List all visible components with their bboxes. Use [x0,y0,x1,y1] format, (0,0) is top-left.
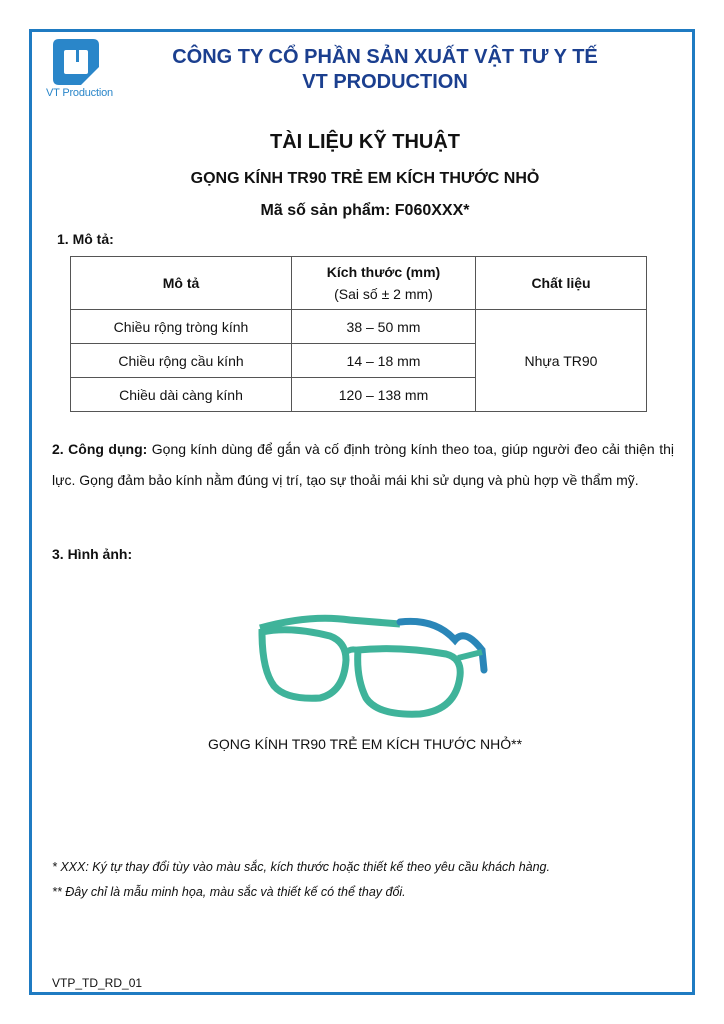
cell-size: 120 – 138 mm [292,378,476,412]
cell-description: Chiều dài càng kính [71,378,292,412]
cell-size: 14 – 18 mm [292,344,476,378]
spec-table [70,256,647,412]
header-material: Chất liệu [476,257,647,310]
section-description-heading: 1. Mô tả: [57,231,114,247]
cell-description: Chiều rộng tròng kính [71,310,292,344]
table-header-row [71,257,647,310]
company-name-line2: VT PRODUCTION [302,71,468,93]
image-caption: GỌNG KÍNH TR90 TRẺ EM KÍCH THƯỚC NHỎ** [207,736,523,752]
section-usage-heading: 2. Công dụng: [52,441,148,457]
glasses-product-image [250,600,490,720]
document-title: TÀI LIỆU KỸ THUẬT [270,131,460,153]
cell-description: Chiều rộng cầu kính [71,344,292,378]
product-code: Mã số sản phẩm: F060XXX* [260,202,470,219]
footnotes [52,855,550,905]
header-size-tolerance: (Sai số ± 2 mm) [334,286,433,302]
section-usage [52,434,674,496]
document-id: VTP_TD_RD_01 [52,976,143,990]
footnote-1: * XXX: Ký tự thay đổi tùy vào màu sắc, kích thước hoặc thiết kế theo yêu cầu khách hàng. [52,860,550,874]
company-name-line1: CÔNG TY CỔ PHẦN SẢN XUẤT VẬT TƯ Y TẾ [172,46,598,68]
product-name: GỌNG KÍNH TR90 TRẺ EM KÍCH THƯỚC NHỎ [190,170,540,187]
section-usage-text: Gọng kính dùng để gắn và cố định tròng kính theo toa, giúp người đeo cải thiện thị lực. Gọng đảm bảo kính nằm đúng vị trí, tạo sự thoải mái khi sử dụng và phù hợp về thẩm mỹ. [52,441,674,488]
header-size [292,257,476,310]
table-row [71,310,647,344]
company-logo-icon [51,37,101,87]
cell-size: 38 – 50 mm [292,310,476,344]
logo-text: VT Production [46,87,113,99]
footnote-2: ** Đây chỉ là mẫu minh họa, màu sắc và thiết kế có thể thay đổi. [52,885,406,899]
header-size-label: Kích thước (mm) [326,264,441,280]
section-image-heading: 3. Hình ảnh: [52,546,133,562]
company-name [120,45,650,95]
cell-material: Nhựa TR90 [476,310,647,412]
header-description: Mô tả [71,257,292,310]
